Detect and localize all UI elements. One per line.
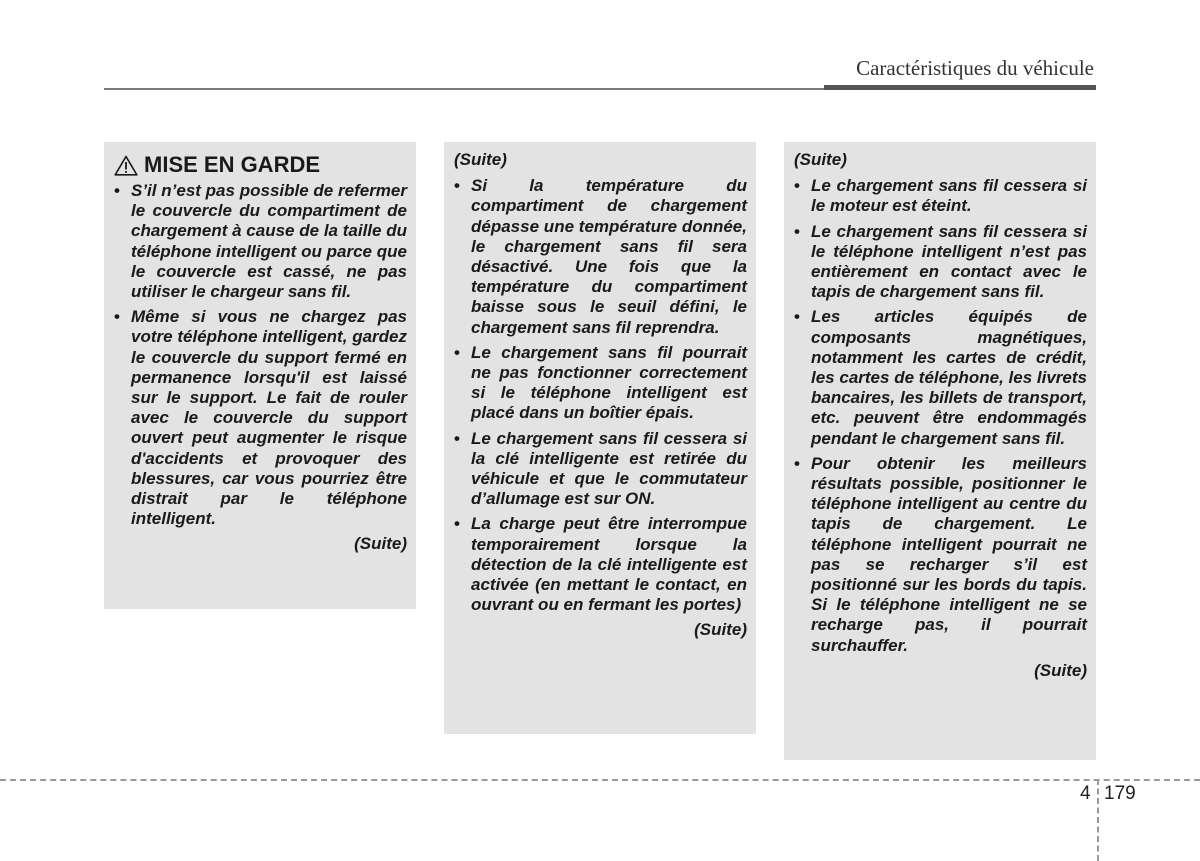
list-item-text: Le chargement sans fil cessera si le téléphone intelligent n’est pas entièrement en contact avec le tapis de chargement sans fil. — [811, 221, 1087, 302]
page-header-title: Caractéristiques du véhicule — [856, 56, 1094, 80]
bullet-icon: • — [794, 176, 800, 196]
warning-title: MISE EN GARDE — [144, 152, 321, 177]
header-rule-accent — [824, 85, 1096, 90]
bullet-icon: • — [454, 514, 460, 534]
list-item-text: Si la température du compartiment de chargement dépasse une température donnée, le chargement sans fil sera désactivé. Une fois que la température du compartiment baisse sous le seuil défini, le chargement sans fil reprendra. — [471, 176, 747, 337]
list-item-text: La charge peut être interrompue temporairement lorsque la détection de la clé intelligente est activée (en mettant le contact, en ouvrant ou en fermant les portes) — [471, 514, 747, 615]
chapter-number: 4 — [1080, 783, 1091, 804]
list-item — [794, 454, 1087, 656]
continued-heading: (Suite) — [454, 150, 507, 169]
list-item-text: Le chargement sans fil cessera si le moteur est éteint. — [811, 176, 1087, 216]
list-item — [794, 307, 1087, 448]
footer-divider — [1097, 779, 1099, 861]
list-item — [454, 343, 747, 424]
list-item-text: Même si vous ne chargez pas votre téléphone intelligent, gardez le couvercle du support fermé en permanence lorsqu'il est laissé sur le support. Le fait de rouler avec le couvercle du support ouvert peut augmenter le risque d'accidents et provoquer des blessures, car vous pourriez être distrait par le téléphone intelligent. — [131, 307, 407, 529]
continuation-panel — [444, 142, 756, 734]
bullet-icon: • — [454, 176, 460, 196]
list-item-text: Les articles équipés de composants magnétiques, notamment les cartes de crédit, les cartes de téléphone, les livrets bancaires, les billets de transport, etc. peuvent être endommagés pendant le chargement sans fil. — [811, 307, 1087, 448]
list-item-text: Le chargement sans fil pourrait ne pas fonctionner correctement si le téléphone intelligent est placé dans un boîtier épais. — [471, 342, 747, 423]
continued-label: (Suite) — [1034, 660, 1087, 680]
list-item — [454, 514, 747, 615]
bullet-icon: • — [454, 342, 460, 362]
list-item — [794, 176, 1087, 216]
warning-panel — [104, 142, 416, 609]
footer-rule — [0, 779, 1200, 781]
list-item-text: Pour obtenir les meilleurs résultats possible, positionner le téléphone intelligent au centre du tapis de chargement. Le téléphone intelligent pourrait ne pas se recharger s’il est positionné sur les bords du tapis. Si le téléphone intelligent ne se recharge pas, il pourrait surchauffer. — [811, 453, 1087, 655]
continued-heading: (Suite) — [794, 150, 847, 169]
bullet-icon: • — [794, 221, 800, 241]
bullet-icon: • — [454, 428, 460, 448]
warning-list — [114, 181, 407, 529]
list-item — [454, 429, 747, 510]
warning-triangle-icon — [114, 155, 138, 176]
warning-list — [794, 176, 1087, 656]
bullet-icon: • — [794, 307, 800, 327]
page-number: 179 — [1104, 783, 1136, 804]
list-item — [794, 222, 1087, 303]
bullet-icon: • — [114, 307, 120, 327]
bullet-icon: • — [114, 181, 120, 200]
list-item-text: S’il n’est pas possible de refermer le couvercle du compartiment de chargement à cause de la taille du téléphone intelligent ou parce que le couvercle est cassé, ne pas utiliser le chargeur sans fil. — [131, 181, 407, 302]
list-item — [114, 307, 407, 529]
list-item-text: Le chargement sans fil cessera si la clé intelligente est retirée du véhicule et que le commutateur d’allumage est sur ON. — [471, 428, 747, 509]
warning-heading — [114, 152, 407, 178]
bullet-icon: • — [794, 453, 800, 473]
warning-list — [454, 176, 747, 615]
continued-label: (Suite) — [694, 620, 747, 640]
list-item — [454, 176, 747, 338]
list-item — [114, 181, 407, 302]
continued-label: (Suite) — [354, 534, 407, 554]
continuation-panel — [784, 142, 1096, 760]
